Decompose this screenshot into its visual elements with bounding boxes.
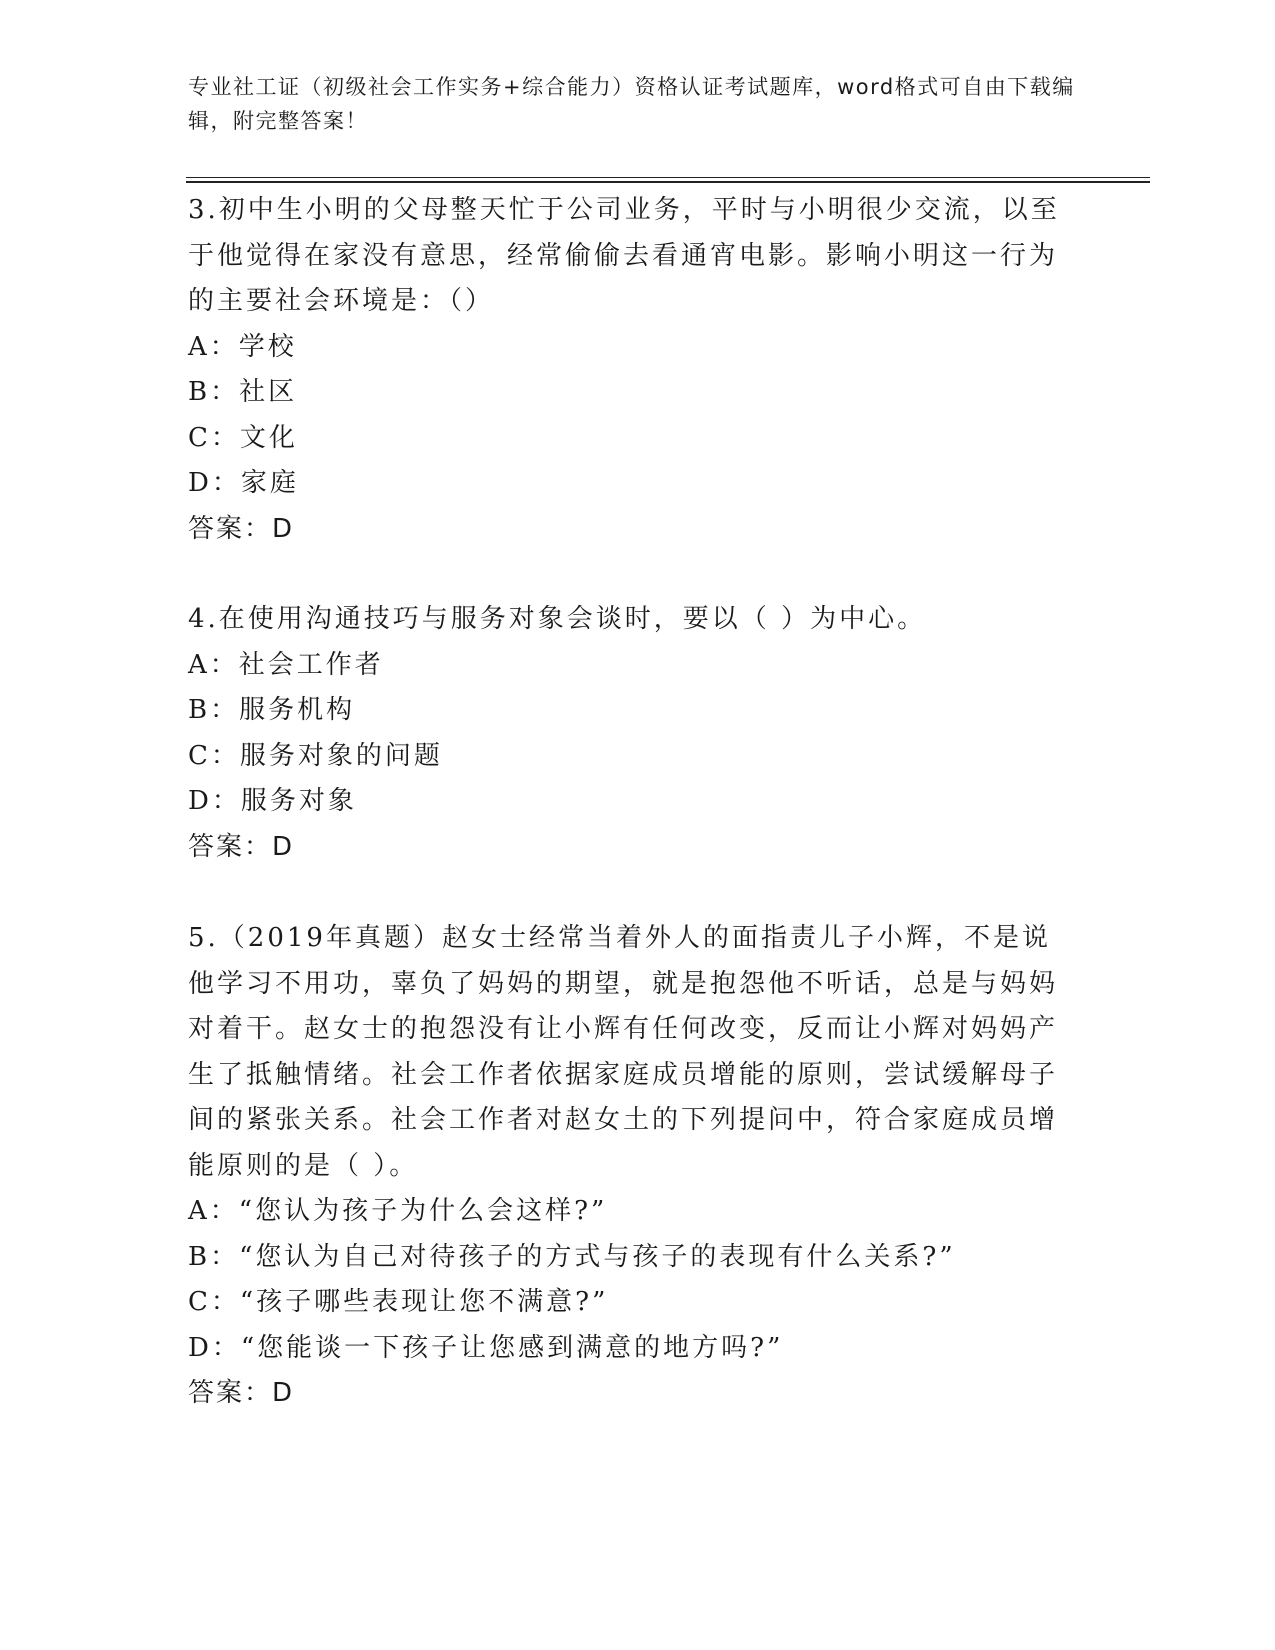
question-stem: 4.在使用沟通技巧与服务对象会谈时，要以（ ）为中心。 — [188, 604, 927, 634]
option-a: A：“您认为孩子为什么会这样?” — [188, 1196, 608, 1226]
option-c: C：服务对象的问题 — [188, 740, 443, 771]
option-a: A：社会工作者 — [188, 649, 384, 680]
question-3 — [188, 188, 1068, 552]
header-divider-thin — [186, 177, 1150, 178]
question-stem: 3.初中生小明的父母整天忙于公司业务，平时与小明很少交流，以至于他觉得在家没有意思，经常偷偷去看通宵电影。影响小明这一行为的主要社会环境是：（） — [188, 195, 1060, 316]
answer-line: 答案：D — [188, 1378, 295, 1408]
header-divider-thick — [186, 181, 1150, 183]
option-d: D：服务对象 — [188, 786, 357, 816]
option-a: A：学校 — [188, 331, 297, 362]
option-b: B：社区 — [188, 377, 298, 407]
option-c: C：文化 — [188, 422, 298, 453]
document-header: 专业社工证（初级社会工作实务+综合能力）资格认证考试题库，word格式可自由下载编辑，附完整答案！ — [188, 75, 1075, 133]
option-d: D：家庭 — [188, 468, 299, 498]
question-4 — [188, 597, 1068, 870]
answer-line: 答案：D — [188, 831, 295, 862]
question-5 — [188, 916, 1068, 1417]
option-b: B：服务机构 — [188, 695, 356, 725]
option-d: D：“您能谈一下孩子让您感到满意的地方吗?” — [188, 1332, 784, 1363]
option-b: B：“您认为自己对待孩子的方式与孩子的表现有什么关系?” — [188, 1241, 956, 1272]
question-stem: 5.（2019年真题）赵女士经常当着外人的面指责儿子小辉，不是说他学习不用功，辜负了妈妈的期望，就是抱怨他不听话，总是与妈妈对着干。赵女士的抱怨没有让小辉有任何改变，反而让小辉对妈妈产生了抵触情绪。社会工作者依据家庭成员增能的原则，尝试缓解母子间的紧张关系。社会工作者对赵女土的下列提问中，符合家庭成员增能原则的是（ ）。 — [188, 923, 1059, 1181]
option-c: C：“孩子哪些表现让您不满意?” — [188, 1287, 609, 1317]
answer-line: 答案：D — [188, 513, 295, 544]
